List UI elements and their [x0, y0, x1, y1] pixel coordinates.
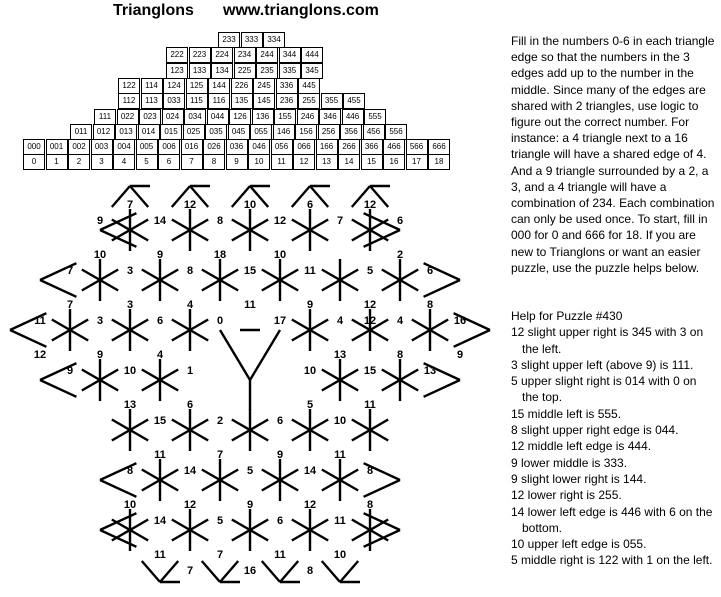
triangle-edge	[250, 330, 280, 380]
sum-cell: 15	[361, 154, 383, 170]
clue-number: 14	[153, 215, 167, 227]
sum-cell: 1	[46, 154, 68, 170]
combination-cell: 444	[301, 47, 323, 63]
clue-number: 14	[183, 465, 197, 477]
combination-cell: 555	[364, 109, 386, 125]
clue-number: 5	[366, 265, 374, 277]
clue-number: 8	[306, 565, 314, 577]
combination-cell: 122	[118, 78, 140, 94]
combination-cell: 034	[184, 109, 206, 125]
clue-number: 2	[216, 415, 224, 427]
combination-cell: 036	[226, 139, 248, 155]
combination-cell: 111	[94, 109, 116, 125]
sum-cell: 9	[226, 154, 248, 170]
clue-number: 12	[33, 349, 47, 361]
triangle-edge	[262, 561, 280, 582]
clue-number: 5	[216, 515, 224, 527]
clue-number: 3	[96, 315, 104, 327]
combination-cell: 112	[118, 93, 140, 109]
combination-cell: 114	[141, 78, 163, 94]
clue-number: 16	[243, 565, 257, 577]
combination-cell: 366	[361, 139, 383, 155]
combination-cell: 056	[271, 139, 293, 155]
clue-number: 9	[276, 449, 284, 461]
triangle-edge	[322, 561, 340, 582]
sum-cell: 6	[158, 154, 180, 170]
combination-cell: 066	[293, 139, 315, 155]
clue-number: 0	[216, 315, 224, 327]
clue-number: 11	[154, 549, 166, 561]
clue-number: 7	[216, 549, 224, 561]
combination-cell: 025	[183, 124, 205, 140]
sum-cell: 2	[68, 154, 90, 170]
clue-number: 14	[303, 465, 317, 477]
sum-cell: 16	[383, 154, 405, 170]
combination-cell: 245	[253, 78, 275, 94]
combination-cell: 156	[295, 124, 317, 140]
clue-number: 11	[154, 449, 166, 461]
clue-number: 12	[183, 199, 197, 211]
clue-number: 10	[333, 549, 347, 561]
combination-cell: 133	[189, 63, 211, 79]
combination-cell: 113	[141, 93, 163, 109]
sum-cell: 8	[203, 154, 225, 170]
combination-cell: 356	[340, 124, 362, 140]
combination-cell: 256	[318, 124, 340, 140]
hint-list	[511, 324, 716, 568]
combination-cell: 556	[385, 124, 407, 140]
combination-cell: 225	[234, 63, 256, 79]
clue-number: 10	[123, 499, 137, 511]
hint-item: 14 lower left edge is 446 with 6 on the bottom.	[511, 504, 713, 535]
combination-cell: 334	[263, 32, 285, 48]
clue-number: 10	[303, 365, 317, 377]
clue-number: 7	[336, 215, 344, 227]
combination-cell: 125	[186, 78, 208, 94]
sum-cell: 7	[181, 154, 203, 170]
combination-cell: 022	[117, 109, 139, 125]
help-title: Help for Puzzle #430	[511, 309, 623, 323]
clue-number: 3	[126, 265, 134, 277]
clue-number: 18	[213, 249, 227, 261]
triangle-edge	[220, 330, 250, 380]
clue-number: 1	[186, 365, 194, 377]
combination-cell: 011	[70, 124, 92, 140]
hint-item: 5 middle right is 122 with 1 on the left.	[511, 553, 713, 568]
triangle-edge	[160, 561, 178, 582]
hint-item: 12 slight upper right is 345 with 3 on the left.	[511, 325, 704, 356]
combination-cell: 115	[186, 93, 208, 109]
clue-number: 2	[396, 249, 404, 261]
clue-number: 13	[423, 365, 437, 377]
combination-cell: 222	[166, 47, 188, 63]
clue-number: 7	[216, 449, 224, 461]
triangle-edge	[220, 561, 238, 582]
combination-cell: 024	[162, 109, 184, 125]
clue-number: 9	[456, 349, 464, 361]
hint-item: 12 middle left edge is 444.	[511, 439, 652, 454]
clue-number: 17	[273, 315, 287, 327]
clue-number: 9	[246, 499, 254, 511]
sum-cell: 5	[136, 154, 158, 170]
triangle-grid	[10, 186, 490, 582]
combination-cell: 045	[228, 124, 250, 140]
clue-number: 13	[123, 399, 137, 411]
triangle-edge	[424, 280, 460, 297]
clue-number: 12	[303, 499, 317, 511]
combination-cell: 136	[252, 109, 274, 125]
combination-cell: 001	[46, 139, 68, 155]
clue-number: 10	[273, 249, 287, 261]
combination-cell: 255	[298, 93, 320, 109]
clue-number: 7	[66, 299, 74, 311]
sum-cell: 11	[271, 154, 293, 170]
clue-number: 9	[156, 249, 164, 261]
triangle-edge	[40, 280, 76, 297]
clue-number: 11	[334, 449, 346, 461]
triangle-edge	[364, 480, 400, 497]
combination-cell: 002	[68, 139, 90, 155]
help-panel	[511, 308, 716, 569]
combination-cell: 266	[338, 139, 360, 155]
combination-cell: 015	[160, 124, 182, 140]
combination-cell: 344	[279, 47, 301, 63]
combination-cell: 224	[211, 47, 233, 63]
combination-cell: 333	[241, 32, 263, 48]
triangle-edge	[202, 561, 220, 582]
combination-cell: 346	[319, 109, 341, 125]
clue-number: 3	[126, 299, 134, 311]
clue-number: 6	[276, 415, 284, 427]
combination-cell: 026	[203, 139, 225, 155]
hint-item: 10 upper left edge is 055.	[511, 537, 647, 552]
hint-item: 15 middle left is 555.	[511, 406, 622, 421]
hint-item: 12 lower right is 255.	[511, 488, 622, 503]
clue-number: 5	[246, 465, 254, 477]
clue-number: 4	[186, 299, 194, 311]
combination-cell: 000	[23, 139, 45, 155]
clue-number: 6	[306, 199, 314, 211]
combination-cell: 124	[163, 78, 185, 94]
clue-number: 7	[186, 565, 194, 577]
combination-cell: 145	[253, 93, 275, 109]
combination-cell: 566	[406, 139, 428, 155]
hint-item: 8 slight upper right edge is 044.	[511, 423, 679, 438]
sum-cell: 0	[23, 154, 45, 170]
combination-cell: 223	[189, 47, 211, 63]
combination-cell: 226	[231, 78, 253, 94]
clue-number: 4	[396, 315, 404, 327]
clue-number: 11	[274, 549, 286, 561]
clue-number: 14	[153, 515, 167, 527]
triangle-edge	[280, 561, 298, 582]
hint-item: 5 upper slight right is 014 with 0 on the top.	[511, 374, 697, 405]
combination-cell: 023	[139, 109, 161, 125]
site-url[interactable]: www.trianglons.com	[223, 2, 379, 19]
clue-number: 12	[363, 315, 377, 327]
clue-number: 12	[363, 199, 377, 211]
combination-cell: 135	[231, 93, 253, 109]
combination-cell: 116	[208, 93, 230, 109]
clue-number: 9	[306, 299, 314, 311]
combination-cell: 244	[256, 47, 278, 63]
clue-number: 8	[366, 499, 374, 511]
combination-cell: 466	[383, 139, 405, 155]
clue-number: 15	[363, 365, 377, 377]
clue-number: 8	[366, 465, 374, 477]
combination-cell: 445	[298, 78, 320, 94]
sum-cell: 12	[293, 154, 315, 170]
hint-item: 9 slight lower right is 144.	[511, 471, 647, 486]
combination-cell: 155	[274, 109, 296, 125]
clue-number: 8	[126, 465, 134, 477]
combination-cell: 166	[316, 139, 338, 155]
clue-number: 6	[186, 399, 194, 411]
clue-number: 9	[66, 365, 74, 377]
clue-number: 9	[96, 215, 104, 227]
clue-number: 5	[306, 399, 314, 411]
combination-cell: 006	[158, 139, 180, 155]
triangle-edge	[100, 480, 136, 497]
sum-cell: 10	[248, 154, 270, 170]
combination-cell: 246	[297, 109, 319, 125]
clue-number: 11	[244, 299, 256, 311]
combination-cell: 055	[250, 124, 272, 140]
clue-number: 7	[126, 199, 134, 211]
combination-cell: 035	[205, 124, 227, 140]
clue-number: 6	[276, 515, 284, 527]
clue-number: 11	[34, 315, 46, 327]
combination-cell: 355	[321, 93, 343, 109]
clue-number: 7	[66, 265, 74, 277]
triangle-edge	[340, 561, 358, 582]
clue-number: 8	[426, 299, 434, 311]
combination-cell: 236	[276, 93, 298, 109]
triangle-edge	[10, 330, 46, 347]
hint-item: 9 lower middle is 333.	[511, 455, 628, 470]
combination-cell: 345	[301, 63, 323, 79]
combination-cell: 234	[234, 47, 256, 63]
clue-number: 6	[396, 215, 404, 227]
combination-cell: 235	[256, 63, 278, 79]
sum-cell: 3	[91, 154, 113, 170]
sum-cell: 4	[113, 154, 135, 170]
clue-number: 11	[334, 515, 346, 527]
clue-number: 4	[336, 315, 344, 327]
combination-cell: 144	[208, 78, 230, 94]
clue-number: 10	[243, 199, 257, 211]
clue-number: 12	[273, 215, 287, 227]
combination-cell: 004	[113, 139, 135, 155]
combination-cell: 016	[181, 139, 203, 155]
clue-number: 9	[96, 349, 104, 361]
clue-number: 10	[333, 415, 347, 427]
sum-cell: 17	[406, 154, 428, 170]
combination-cell: 455	[343, 93, 365, 109]
triangle-edge	[424, 380, 460, 397]
hint-item: 3 slight upper left (above 9) is 111.	[511, 357, 694, 372]
sum-cell: 13	[316, 154, 338, 170]
combination-cell: 146	[273, 124, 295, 140]
combination-cell: 012	[93, 124, 115, 140]
combination-cell: 014	[138, 124, 160, 140]
combination-cell: 033	[163, 93, 185, 109]
combination-cell: 126	[229, 109, 251, 125]
combination-cell: 044	[207, 109, 229, 125]
clue-number: 15	[153, 415, 167, 427]
combination-cell: 123	[166, 63, 188, 79]
combination-cell: 003	[91, 139, 113, 155]
clue-number: 12	[183, 499, 197, 511]
clue-number: 10	[93, 249, 107, 261]
triangle-edge	[40, 380, 76, 397]
clue-number: 10	[123, 365, 137, 377]
clue-number: 8	[186, 265, 194, 277]
sum-cell: 14	[338, 154, 360, 170]
sum-cell: 18	[428, 154, 450, 170]
clue-number: 4	[156, 349, 164, 361]
combination-cell: 013	[115, 124, 137, 140]
combination-cell: 456	[363, 124, 385, 140]
clue-number: 8	[396, 349, 404, 361]
combination-cell: 446	[342, 109, 364, 125]
instructions-text: Fill in the numbers 0-6 in each triangle edge so that the numbers in the 3 edges add up to the number in the middle. Since many of the edges are shared with 2 triangles, use logic to figure out the correct number. For instance: a 4 triangle next to a 16 triangle will have a shared edge of 4. And a 9 triangle surrounded by a 2, a 3, and a 4 triangle will have a combination of 234. Each combination can only be used once. To start, fill in 000 for 0 and 666 for 18. If you are new to Trianglons or want an easier puzzle, use the puzzle helps below.	[511, 34, 715, 275]
clue-number: 8	[216, 215, 224, 227]
combination-cell: 046	[248, 139, 270, 155]
combination-cell: 336	[276, 78, 298, 94]
combination-cell: 005	[136, 139, 158, 155]
clue-number: 13	[333, 349, 347, 361]
clue-number: 6	[426, 265, 434, 277]
combination-cell: 666	[428, 139, 450, 155]
triangle-edge	[142, 561, 160, 582]
combination-cell: 335	[279, 63, 301, 79]
app-title: Trianglons	[113, 2, 194, 19]
clue-number: 12	[363, 299, 377, 311]
triangle-edge	[454, 330, 490, 347]
combination-cell: 134	[211, 63, 233, 79]
clue-number: 15	[243, 265, 257, 277]
clue-number: 16	[453, 315, 467, 327]
combination-cell: 233	[218, 32, 240, 48]
clue-number: 6	[156, 315, 164, 327]
clue-number: 11	[364, 399, 376, 411]
clue-number: 11	[304, 265, 316, 277]
